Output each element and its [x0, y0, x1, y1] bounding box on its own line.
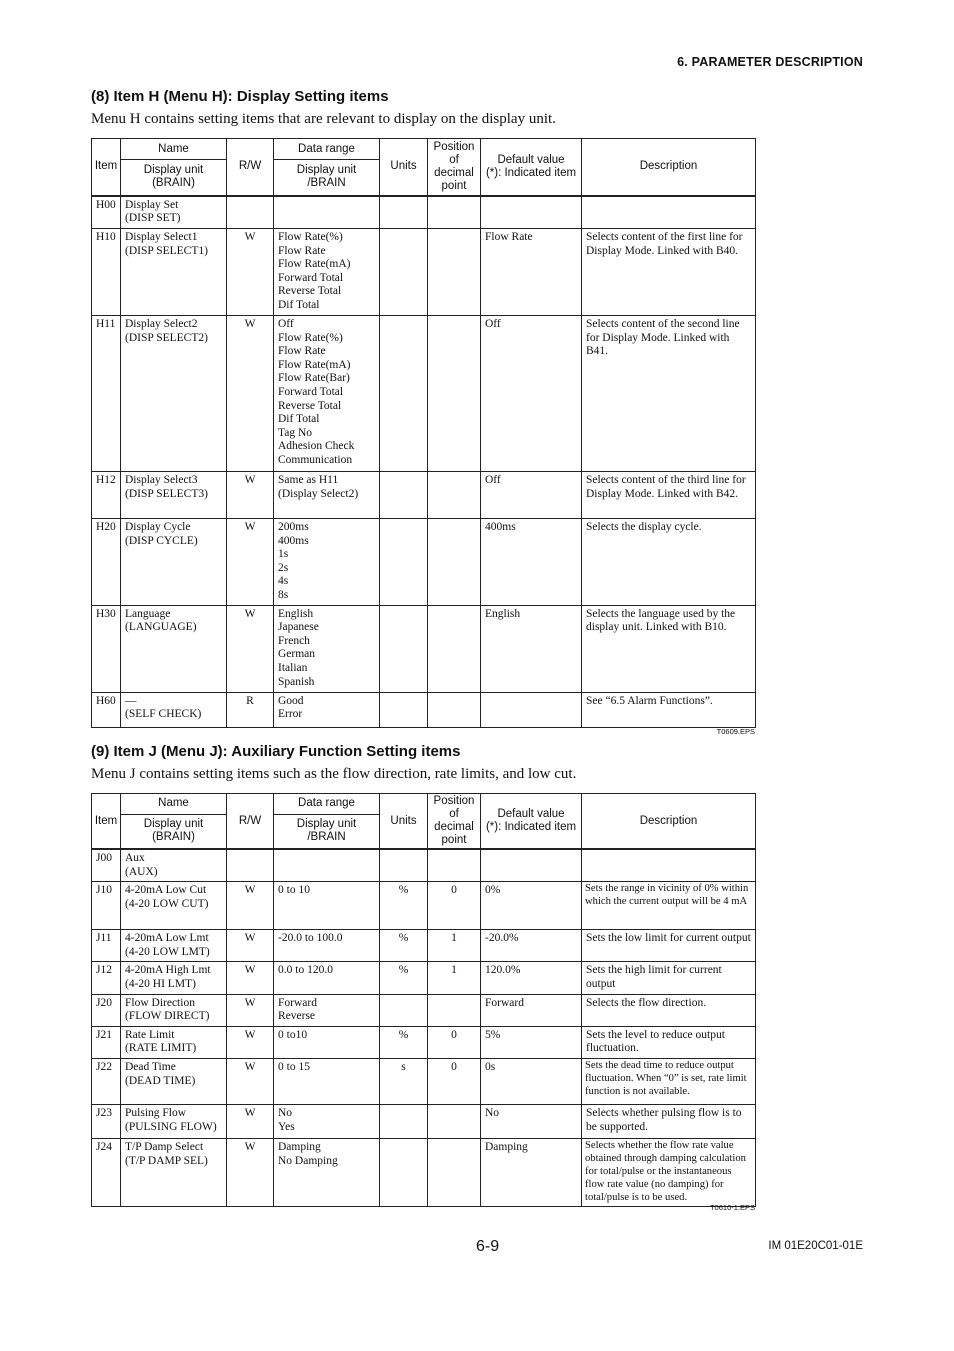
col-name-subheader: Display unit (BRAIN) [121, 814, 227, 849]
col-range-header: Data range [274, 139, 380, 160]
table-row [92, 849, 756, 882]
name-cell: Aux (AUX) [121, 849, 227, 882]
name-cell: Pulsing Flow (PULSING FLOW) [121, 1104, 227, 1138]
name-cell: Display Select1 (DISP SELECT1) [121, 229, 227, 316]
default-cell: 5% [481, 1026, 582, 1058]
position-cell [428, 316, 481, 472]
position-cell [428, 605, 481, 692]
units-cell [380, 692, 428, 727]
table-h-eps-label: T0609.EPS [716, 727, 755, 736]
rw-cell: W [227, 882, 274, 930]
default-cell: 0% [481, 882, 582, 930]
item-cell: J23 [92, 1104, 121, 1138]
item-cell: J11 [92, 930, 121, 962]
position-cell: 1 [428, 962, 481, 994]
range-cell: 0 to10 [274, 1026, 380, 1058]
description-cell: Sets the high limit for current output [582, 962, 756, 994]
col-name-header: Name [121, 139, 227, 160]
name-cell: Display Cycle (DISP CYCLE) [121, 519, 227, 606]
item-cell: J21 [92, 1026, 121, 1058]
description-cell: Sets the level to reduce output fluctuation. [582, 1026, 756, 1058]
description-cell [582, 849, 756, 882]
description-cell: Sets the range in vicinity of 0% within which the current output will be 4 mA [582, 882, 756, 930]
rw-cell [227, 196, 274, 229]
units-cell [380, 316, 428, 472]
col-range-subheader: Display unit /BRAIN [274, 160, 380, 196]
units-cell: s [380, 1058, 428, 1104]
default-cell [481, 849, 582, 882]
table-row [92, 605, 756, 692]
units-cell [380, 1104, 428, 1138]
name-cell: 4-20mA High Lmt (4-20 HI LMT) [121, 962, 227, 994]
name-cell: 4-20mA Low Cut (4-20 LOW CUT) [121, 882, 227, 930]
description-cell: Selects the display cycle. [582, 519, 756, 606]
default-cell: 0s [481, 1058, 582, 1104]
item-cell: J10 [92, 882, 121, 930]
menu-h-table [91, 138, 756, 728]
table-row [92, 1104, 756, 1138]
default-cell: Forward [481, 994, 582, 1026]
item-cell: H20 [92, 519, 121, 606]
default-cell: No [481, 1104, 582, 1138]
table-row [92, 882, 756, 930]
description-cell: Sets the low limit for current output [582, 930, 756, 962]
table-row [92, 930, 756, 962]
name-cell: Dead Time (DEAD TIME) [121, 1058, 227, 1104]
position-cell [428, 229, 481, 316]
rw-cell: W [227, 229, 274, 316]
position-cell [428, 1138, 481, 1206]
name-cell: Language (LANGUAGE) [121, 605, 227, 692]
item-cell: H60 [92, 692, 121, 727]
range-cell: 0 to 15 [274, 1058, 380, 1104]
default-cell: Off [481, 316, 582, 472]
name-cell: — (SELF CHECK) [121, 692, 227, 727]
units-cell [380, 472, 428, 519]
range-cell: -20.0 to 100.0 [274, 930, 380, 962]
col-item-header: Item [92, 139, 121, 196]
page-number: 6-9 [476, 1238, 500, 1255]
description-cell: Selects content of the first line for Display Mode. Linked with B40. [582, 229, 756, 316]
position-cell [428, 849, 481, 882]
default-cell: 120.0% [481, 962, 582, 994]
position-cell [428, 994, 481, 1026]
description-cell: Selects whether the flow rate value obtained through damping calculation for total/pulse or the instantaneous flow rate value (no damping) for total/pulse is to be used. [582, 1138, 756, 1206]
rw-cell: W [227, 1026, 274, 1058]
units-cell [380, 994, 428, 1026]
item-cell: J22 [92, 1058, 121, 1104]
default-cell: English [481, 605, 582, 692]
position-cell [428, 519, 481, 606]
units-cell [380, 1138, 428, 1206]
default-cell: 400ms [481, 519, 582, 606]
description-cell [582, 196, 756, 229]
name-cell: T/P Damp Select (T/P DAMP SEL) [121, 1138, 227, 1206]
description-cell: Sets the dead time to reduce output fluctuation. When “0” is set, rate limit function is not available. [582, 1058, 756, 1104]
col-position-header: Position of decimal point [428, 139, 481, 196]
col-item-header: Item [92, 794, 121, 850]
col-position-header: Position of decimal point [428, 794, 481, 850]
item-cell: J00 [92, 849, 121, 882]
col-default-header: Default value (*): Indicated item [481, 794, 582, 850]
position-cell: 1 [428, 930, 481, 962]
units-cell [380, 196, 428, 229]
rw-cell: W [227, 930, 274, 962]
running-header: 6. PARAMETER DESCRIPTION [677, 55, 863, 69]
position-cell [428, 196, 481, 229]
section-j-intro: Menu J contains setting items such as the flow direction, rate limits, and low cut. [91, 766, 577, 782]
units-cell: % [380, 1026, 428, 1058]
default-cell [481, 196, 582, 229]
range-cell: 0.0 to 120.0 [274, 962, 380, 994]
section-j-title: (9) Item J (Menu J): Auxiliary Function Setting items [91, 743, 461, 760]
col-rw-header: R/W [227, 139, 274, 196]
units-cell [380, 229, 428, 316]
units-cell: % [380, 962, 428, 994]
description-cell: Selects content of the third line for Display Mode. Linked with B42. [582, 472, 756, 519]
rw-cell: W [227, 316, 274, 472]
table-row [92, 196, 756, 229]
range-cell: Damping No Damping [274, 1138, 380, 1206]
units-cell [380, 849, 428, 882]
col-units-header: Units [380, 794, 428, 850]
range-cell: Flow Rate(%) Flow Rate Flow Rate(mA) Forward Total Reverse Total Dif Total [274, 229, 380, 316]
range-cell: 200ms 400ms 1s 2s 4s 8s [274, 519, 380, 606]
table-row [92, 1058, 756, 1104]
item-cell: H12 [92, 472, 121, 519]
table-row [92, 1026, 756, 1058]
table-row [92, 994, 756, 1026]
col-description-header: Description [582, 139, 756, 196]
rw-cell: W [227, 1104, 274, 1138]
col-range-header: Data range [274, 794, 380, 815]
position-cell: 0 [428, 1058, 481, 1104]
default-cell: Off [481, 472, 582, 519]
table-row [92, 472, 756, 519]
description-cell: Selects the language used by the display unit. Linked with B10. [582, 605, 756, 692]
item-cell: H00 [92, 196, 121, 229]
rw-cell [227, 849, 274, 882]
name-cell: Display Set (DISP SET) [121, 196, 227, 229]
range-cell: Forward Reverse [274, 994, 380, 1026]
col-description-header: Description [582, 794, 756, 850]
position-cell [428, 1104, 481, 1138]
table-j-eps-label: T0610-1.EPS [709, 1203, 755, 1212]
item-cell: J20 [92, 994, 121, 1026]
range-cell [274, 849, 380, 882]
range-cell [274, 196, 380, 229]
col-units-header: Units [380, 139, 428, 196]
item-cell: H10 [92, 229, 121, 316]
name-cell: Display Select3 (DISP SELECT3) [121, 472, 227, 519]
units-cell: % [380, 882, 428, 930]
position-cell [428, 692, 481, 727]
units-cell [380, 605, 428, 692]
range-cell: No Yes [274, 1104, 380, 1138]
description-cell: See “6.5 Alarm Functions”. [582, 692, 756, 727]
rw-cell: W [227, 472, 274, 519]
name-cell: Rate Limit (RATE LIMIT) [121, 1026, 227, 1058]
document-id: IM 01E20C01-01E [768, 1240, 863, 1252]
range-cell: Off Flow Rate(%) Flow Rate Flow Rate(mA) Flow Rate(Bar) Forward Total Reverse Total Dif Total Tag No Adhesion Check Communication [274, 316, 380, 472]
position-cell [428, 472, 481, 519]
col-name-subheader: Display unit (BRAIN) [121, 160, 227, 196]
range-cell: Same as H11 (Display Select2) [274, 472, 380, 519]
rw-cell: W [227, 1138, 274, 1206]
description-cell: Selects the flow direction. [582, 994, 756, 1026]
col-range-subheader: Display unit /BRAIN [274, 814, 380, 849]
position-cell: 0 [428, 882, 481, 930]
default-cell: Flow Rate [481, 229, 582, 316]
table-row [92, 316, 756, 472]
rw-cell: W [227, 962, 274, 994]
item-cell: H11 [92, 316, 121, 472]
table-row [92, 962, 756, 994]
rw-cell: R [227, 692, 274, 727]
rw-cell: W [227, 605, 274, 692]
table-row [92, 229, 756, 316]
rw-cell: W [227, 1058, 274, 1104]
section-h-title: (8) Item H (Menu H): Display Setting items [91, 88, 389, 105]
rw-cell: W [227, 994, 274, 1026]
default-cell [481, 692, 582, 727]
item-cell: J12 [92, 962, 121, 994]
name-cell: Display Select2 (DISP SELECT2) [121, 316, 227, 472]
units-cell [380, 519, 428, 606]
col-name-header: Name [121, 794, 227, 815]
default-cell: Damping [481, 1138, 582, 1206]
range-cell: 0 to 10 [274, 882, 380, 930]
name-cell: Flow Direction (FLOW DIRECT) [121, 994, 227, 1026]
range-cell: Good Error [274, 692, 380, 727]
item-cell: H30 [92, 605, 121, 692]
range-cell: English Japanese French German Italian Spanish [274, 605, 380, 692]
rw-cell: W [227, 519, 274, 606]
description-cell: Selects whether pulsing flow is to be supported. [582, 1104, 756, 1138]
table-row [92, 519, 756, 606]
description-cell: Selects content of the second line for Display Mode. Linked with B41. [582, 316, 756, 472]
item-cell: J24 [92, 1138, 121, 1206]
name-cell: 4-20mA Low Lmt (4-20 LOW LMT) [121, 930, 227, 962]
col-default-header: Default value (*): Indicated item [481, 139, 582, 196]
default-cell: -20.0% [481, 930, 582, 962]
position-cell: 0 [428, 1026, 481, 1058]
table-row [92, 1138, 756, 1206]
section-h-intro: Menu H contains setting items that are relevant to display on the display unit. [91, 111, 556, 127]
menu-j-table [91, 793, 756, 1207]
table-row [92, 692, 756, 727]
units-cell: % [380, 930, 428, 962]
col-rw-header: R/W [227, 794, 274, 850]
